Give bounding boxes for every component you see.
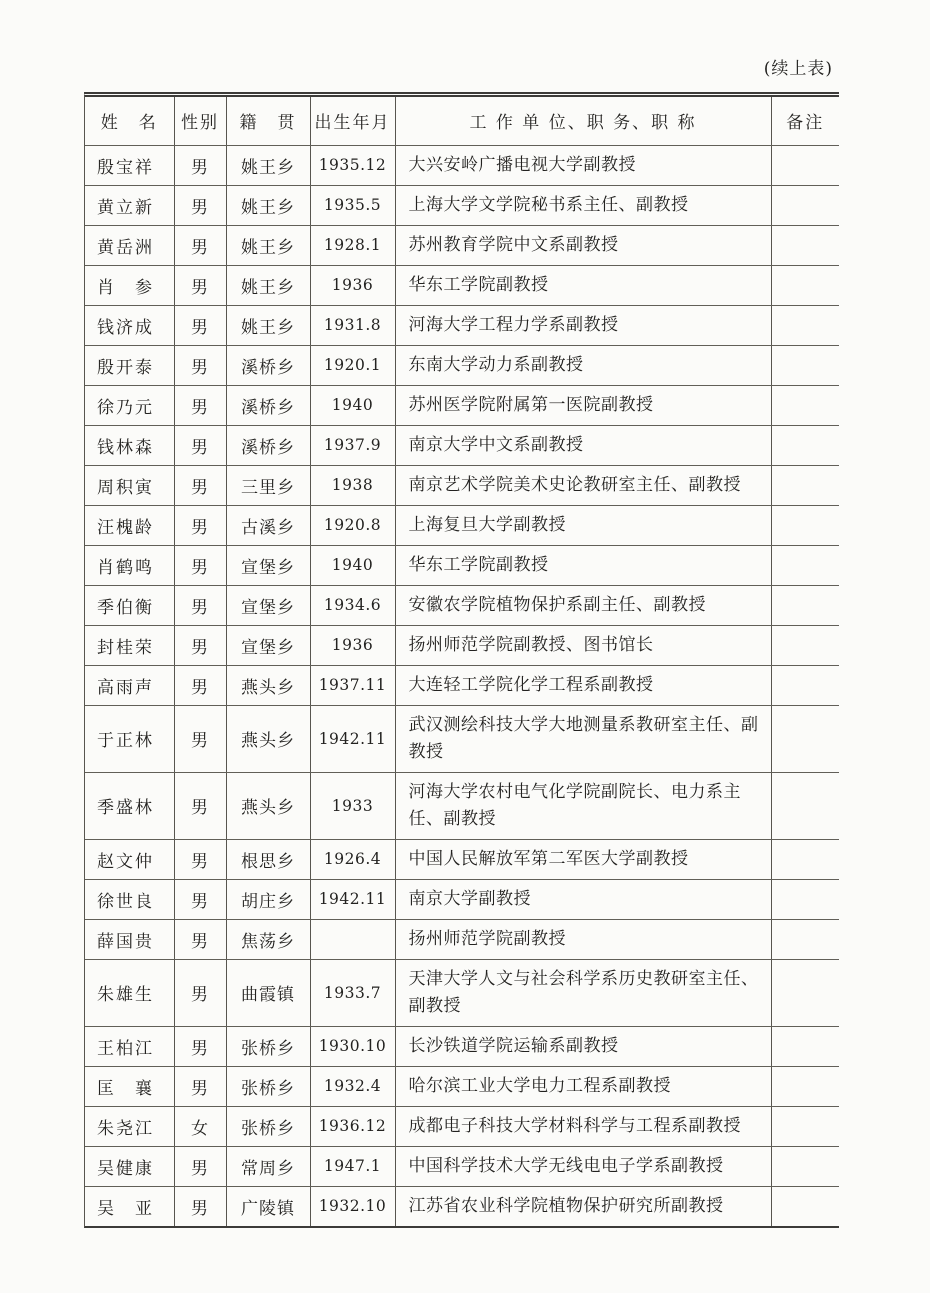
cell-birth-date: 1942.11 bbox=[310, 705, 395, 772]
cell-work-title: 中国人民解放军第二军医大学副教授 bbox=[395, 839, 771, 879]
cell-name: 季盛林 bbox=[85, 772, 174, 839]
cell-name: 殷宝祥 bbox=[85, 145, 174, 185]
cell-birth-date bbox=[310, 919, 395, 959]
header-birth-date: 出生年月 bbox=[310, 97, 395, 145]
table-row bbox=[85, 425, 839, 465]
cell-birth-date: 1933.7 bbox=[310, 959, 395, 1026]
cell-birth-date: 1936 bbox=[310, 625, 395, 665]
cell-native-place: 溪桥乡 bbox=[226, 345, 310, 385]
cell-birth-date: 1936 bbox=[310, 265, 395, 305]
cell-work-title: 江苏省农业科学院植物保护研究所副教授 bbox=[395, 1186, 771, 1226]
header-name: 姓 名 bbox=[85, 97, 174, 145]
cell-remark bbox=[771, 705, 839, 772]
cell-work-title: 南京大学中文系副教授 bbox=[395, 425, 771, 465]
table-row bbox=[85, 839, 839, 879]
cell-name: 高雨声 bbox=[85, 665, 174, 705]
cell-work-title: 上海复旦大学副教授 bbox=[395, 505, 771, 545]
table-body bbox=[85, 145, 839, 1226]
cell-name: 匡 襄 bbox=[85, 1066, 174, 1106]
cell-gender: 男 bbox=[174, 919, 226, 959]
cell-work-title: 上海大学文学院秘书系主任、副教授 bbox=[395, 185, 771, 225]
cell-birth-date: 1928.1 bbox=[310, 225, 395, 265]
cell-native-place: 张桥乡 bbox=[226, 1026, 310, 1066]
cell-birth-date: 1937.11 bbox=[310, 665, 395, 705]
cell-birth-date: 1931.8 bbox=[310, 305, 395, 345]
cell-work-title: 扬州师范学院副教授 bbox=[395, 919, 771, 959]
cell-birth-date: 1935.5 bbox=[310, 185, 395, 225]
cell-native-place: 燕头乡 bbox=[226, 665, 310, 705]
cell-name: 肖鹤鸣 bbox=[85, 545, 174, 585]
cell-native-place: 常周乡 bbox=[226, 1146, 310, 1186]
cell-remark bbox=[771, 305, 839, 345]
cell-remark bbox=[771, 839, 839, 879]
table-row bbox=[85, 1066, 839, 1106]
cell-remark bbox=[771, 345, 839, 385]
cell-remark bbox=[771, 1066, 839, 1106]
cell-remark bbox=[771, 265, 839, 305]
cell-name: 周积寅 bbox=[85, 465, 174, 505]
table-row bbox=[85, 772, 839, 839]
cell-gender: 男 bbox=[174, 465, 226, 505]
cell-name: 徐乃元 bbox=[85, 385, 174, 425]
table-row bbox=[85, 1106, 839, 1146]
table-row bbox=[85, 265, 839, 305]
cell-work-title: 扬州师范学院副教授、图书馆长 bbox=[395, 625, 771, 665]
table-row bbox=[85, 879, 839, 919]
table-row bbox=[85, 585, 839, 625]
cell-birth-date: 1938 bbox=[310, 465, 395, 505]
table-row bbox=[85, 959, 839, 1026]
cell-native-place: 溪桥乡 bbox=[226, 425, 310, 465]
cell-remark bbox=[771, 1106, 839, 1146]
cell-name: 封桂荣 bbox=[85, 625, 174, 665]
cell-gender: 男 bbox=[174, 1026, 226, 1066]
cell-native-place: 姚王乡 bbox=[226, 145, 310, 185]
cell-work-title: 哈尔滨工业大学电力工程系副教授 bbox=[395, 1066, 771, 1106]
cell-remark bbox=[771, 665, 839, 705]
cell-gender: 男 bbox=[174, 145, 226, 185]
table-row bbox=[85, 185, 839, 225]
cell-name: 朱雄生 bbox=[85, 959, 174, 1026]
cell-name: 钱济成 bbox=[85, 305, 174, 345]
cell-birth-date: 1920.1 bbox=[310, 345, 395, 385]
table-row bbox=[85, 1146, 839, 1186]
cell-work-title: 南京大学副教授 bbox=[395, 879, 771, 919]
cell-remark bbox=[771, 185, 839, 225]
cell-birth-date: 1935.12 bbox=[310, 145, 395, 185]
cell-native-place: 张桥乡 bbox=[226, 1106, 310, 1146]
cell-birth-date: 1932.4 bbox=[310, 1066, 395, 1106]
continuation-label: (续上表) bbox=[763, 59, 833, 79]
cell-name: 薛国贵 bbox=[85, 919, 174, 959]
header-remark: 备注 bbox=[771, 97, 839, 145]
cell-remark bbox=[771, 145, 839, 185]
cell-work-title: 安徽农学院植物保护系副主任、副教授 bbox=[395, 585, 771, 625]
cell-native-place: 广陵镇 bbox=[226, 1186, 310, 1226]
cell-birth-date: 1926.4 bbox=[310, 839, 395, 879]
personnel-table-wrap bbox=[84, 92, 839, 1228]
table-row bbox=[85, 305, 839, 345]
cell-native-place: 胡庄乡 bbox=[226, 879, 310, 919]
cell-remark bbox=[771, 772, 839, 839]
table-row bbox=[85, 625, 839, 665]
cell-name: 于正林 bbox=[85, 705, 174, 772]
cell-remark bbox=[771, 425, 839, 465]
cell-work-title: 大兴安岭广播电视大学副教授 bbox=[395, 145, 771, 185]
cell-gender: 男 bbox=[174, 839, 226, 879]
cell-gender: 男 bbox=[174, 959, 226, 1026]
cell-remark bbox=[771, 505, 839, 545]
cell-work-title: 华东工学院副教授 bbox=[395, 545, 771, 585]
cell-gender: 男 bbox=[174, 385, 226, 425]
cell-remark bbox=[771, 1186, 839, 1226]
cell-native-place: 姚王乡 bbox=[226, 265, 310, 305]
cell-work-title: 南京艺术学院美术史论教研室主任、副教授 bbox=[395, 465, 771, 505]
cell-gender: 男 bbox=[174, 772, 226, 839]
cell-gender: 男 bbox=[174, 625, 226, 665]
header-native-place: 籍 贯 bbox=[226, 97, 310, 145]
table-row bbox=[85, 919, 839, 959]
cell-native-place: 古溪乡 bbox=[226, 505, 310, 545]
cell-name: 赵文仲 bbox=[85, 839, 174, 879]
cell-native-place: 姚王乡 bbox=[226, 305, 310, 345]
table-row bbox=[85, 505, 839, 545]
cell-name: 殷开泰 bbox=[85, 345, 174, 385]
cell-remark bbox=[771, 1026, 839, 1066]
cell-gender: 男 bbox=[174, 185, 226, 225]
cell-gender: 男 bbox=[174, 425, 226, 465]
table-row bbox=[85, 705, 839, 772]
cell-remark bbox=[771, 585, 839, 625]
cell-remark bbox=[771, 225, 839, 265]
cell-work-title: 长沙铁道学院运输系副教授 bbox=[395, 1026, 771, 1066]
cell-gender: 女 bbox=[174, 1106, 226, 1146]
cell-work-title: 东南大学动力系副教授 bbox=[395, 345, 771, 385]
cell-remark bbox=[771, 879, 839, 919]
cell-gender: 男 bbox=[174, 225, 226, 265]
cell-work-title: 成都电子科技大学材料科学与工程系副教授 bbox=[395, 1106, 771, 1146]
cell-birth-date: 1936.12 bbox=[310, 1106, 395, 1146]
personnel-table bbox=[85, 97, 839, 1226]
cell-work-title: 苏州教育学院中文系副教授 bbox=[395, 225, 771, 265]
table-row bbox=[85, 665, 839, 705]
cell-remark bbox=[771, 625, 839, 665]
cell-birth-date: 1920.8 bbox=[310, 505, 395, 545]
cell-birth-date: 1930.10 bbox=[310, 1026, 395, 1066]
cell-work-title: 大连轻工学院化学工程系副教授 bbox=[395, 665, 771, 705]
table-row bbox=[85, 465, 839, 505]
cell-gender: 男 bbox=[174, 345, 226, 385]
cell-name: 钱林森 bbox=[85, 425, 174, 465]
cell-gender: 男 bbox=[174, 305, 226, 345]
cell-gender: 男 bbox=[174, 1066, 226, 1106]
cell-work-title: 华东工学院副教授 bbox=[395, 265, 771, 305]
cell-remark bbox=[771, 385, 839, 425]
cell-native-place: 溪桥乡 bbox=[226, 385, 310, 425]
cell-native-place: 三里乡 bbox=[226, 465, 310, 505]
cell-birth-date: 1933 bbox=[310, 772, 395, 839]
cell-name: 吴健康 bbox=[85, 1146, 174, 1186]
cell-work-title: 河海大学工程力学系副教授 bbox=[395, 305, 771, 345]
cell-name: 黄岳洲 bbox=[85, 225, 174, 265]
cell-gender: 男 bbox=[174, 1146, 226, 1186]
cell-work-title: 武汉测绘科技大学大地测量系教研室主任、副教授 bbox=[395, 705, 771, 772]
cell-work-title: 天津大学人文与社会科学系历史教研室主任、副教授 bbox=[395, 959, 771, 1026]
cell-gender: 男 bbox=[174, 505, 226, 545]
cell-remark bbox=[771, 465, 839, 505]
cell-gender: 男 bbox=[174, 545, 226, 585]
table-header bbox=[85, 97, 839, 145]
cell-gender: 男 bbox=[174, 1186, 226, 1226]
cell-remark bbox=[771, 545, 839, 585]
cell-native-place: 宣堡乡 bbox=[226, 585, 310, 625]
table-row bbox=[85, 1026, 839, 1066]
table-row bbox=[85, 1186, 839, 1226]
cell-work-title: 中国科学技术大学无线电电子学系副教授 bbox=[395, 1146, 771, 1186]
cell-birth-date: 1940 bbox=[310, 385, 395, 425]
cell-work-title: 苏州医学院附属第一医院副教授 bbox=[395, 385, 771, 425]
cell-name: 吴 亚 bbox=[85, 1186, 174, 1226]
cell-name: 汪槐龄 bbox=[85, 505, 174, 545]
cell-native-place: 宣堡乡 bbox=[226, 625, 310, 665]
table-row bbox=[85, 225, 839, 265]
cell-native-place: 曲霞镇 bbox=[226, 959, 310, 1026]
cell-gender: 男 bbox=[174, 265, 226, 305]
cell-native-place: 张桥乡 bbox=[226, 1066, 310, 1106]
cell-gender: 男 bbox=[174, 665, 226, 705]
cell-native-place: 姚王乡 bbox=[226, 225, 310, 265]
header-gender: 性别 bbox=[174, 97, 226, 145]
cell-native-place: 燕头乡 bbox=[226, 772, 310, 839]
cell-birth-date: 1942.11 bbox=[310, 879, 395, 919]
cell-name: 肖 参 bbox=[85, 265, 174, 305]
cell-birth-date: 1932.10 bbox=[310, 1186, 395, 1226]
cell-gender: 男 bbox=[174, 585, 226, 625]
cell-remark bbox=[771, 1146, 839, 1186]
table-row bbox=[85, 545, 839, 585]
cell-remark bbox=[771, 919, 839, 959]
cell-birth-date: 1947.1 bbox=[310, 1146, 395, 1186]
cell-remark bbox=[771, 959, 839, 1026]
table-header-row bbox=[85, 97, 839, 145]
cell-native-place: 宣堡乡 bbox=[226, 545, 310, 585]
cell-name: 朱尧江 bbox=[85, 1106, 174, 1146]
table-row bbox=[85, 385, 839, 425]
cell-native-place: 姚王乡 bbox=[226, 185, 310, 225]
header-work-title: 工 作 单 位、职 务、职 称 bbox=[395, 97, 771, 145]
cell-birth-date: 1940 bbox=[310, 545, 395, 585]
table-row bbox=[85, 345, 839, 385]
cell-native-place: 根思乡 bbox=[226, 839, 310, 879]
table-row bbox=[85, 145, 839, 185]
cell-name: 季伯衡 bbox=[85, 585, 174, 625]
cell-birth-date: 1934.6 bbox=[310, 585, 395, 625]
cell-gender: 男 bbox=[174, 879, 226, 919]
cell-name: 徐世良 bbox=[85, 879, 174, 919]
cell-name: 黄立新 bbox=[85, 185, 174, 225]
cell-work-title: 河海大学农村电气化学院副院长、电力系主任、副教授 bbox=[395, 772, 771, 839]
cell-native-place: 焦荡乡 bbox=[226, 919, 310, 959]
cell-birth-date: 1937.9 bbox=[310, 425, 395, 465]
cell-native-place: 燕头乡 bbox=[226, 705, 310, 772]
cell-gender: 男 bbox=[174, 705, 226, 772]
cell-name: 王柏江 bbox=[85, 1026, 174, 1066]
